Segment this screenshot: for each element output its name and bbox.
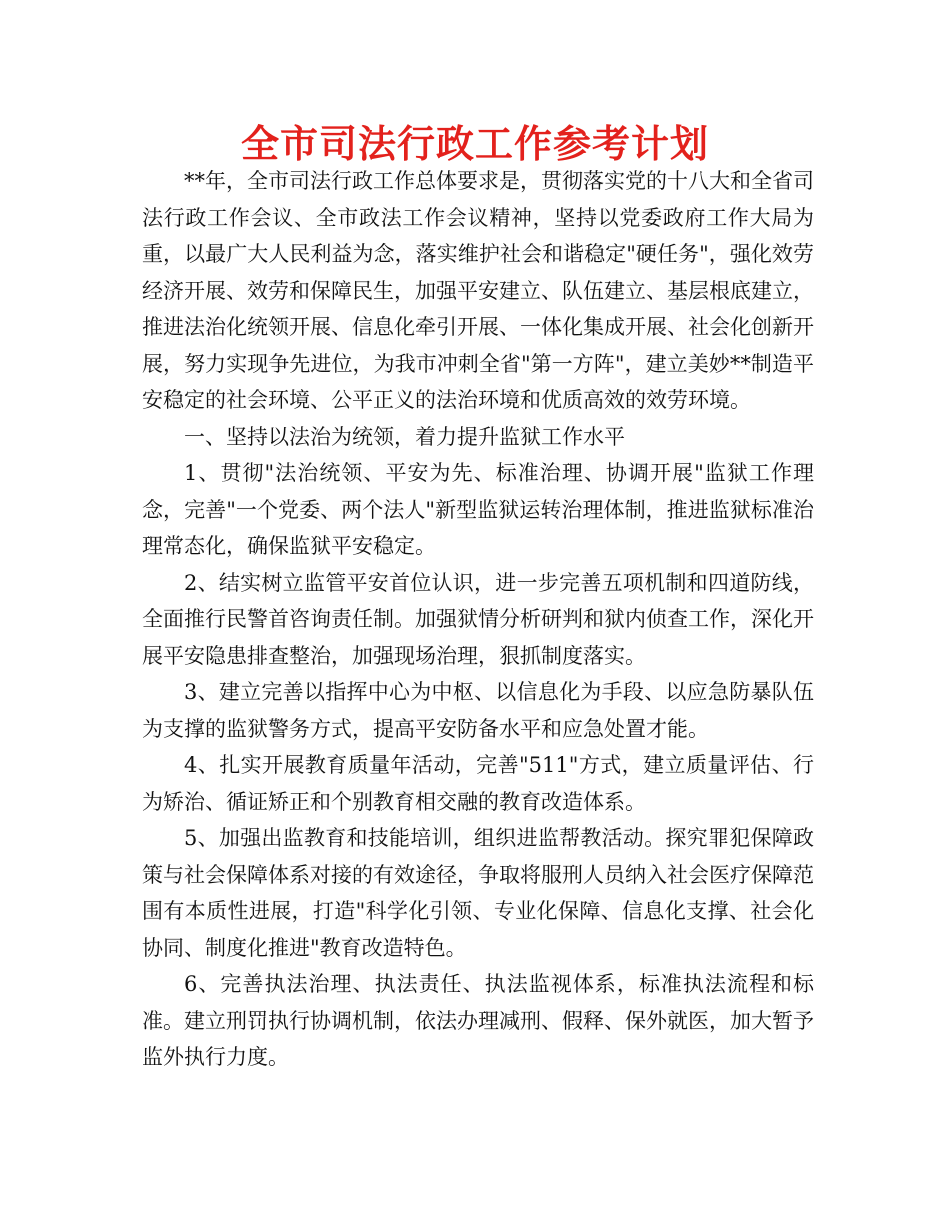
paragraph-item-2: 2、结实树立监管平安首位认识，进一步完善五项机制和四道防线，全面推行民警首咨询责任制。加强狱情分析研判和狱内侦查工作，深化开展平安隐患排查整治，加强现场治理，狠抓制度落实。 <box>142 570 814 668</box>
document-body <box>142 163 814 1076</box>
paragraph-item-1: 1、贯彻"法治统领、平安为先、标准治理、协调开展"监狱工作理念，完善"一个党委、两个法人"新型监狱运转治理体制，推进监狱标准治理常态化，确保监狱平安稳定。 <box>142 461 814 558</box>
paragraph-item-6: 6、完善执法治理、执法责任、执法监视体系，标准执法流程和标准。建立刑罚执行协调机制，依法办理减刑、假释、保外就医，加大暂予监外执行力度。 <box>142 972 814 1069</box>
paragraph-item-5: 5、加强出监教育和技能培训，组织进监帮教活动。探究罪犯保障政策与社会保障体系对接的有效途径，争取将服刑人员纳入社会医疗保障范围有本质性进展，打造"科学化引领、专业化保障、信息化支撑、社会化协同、制度化推进"教育改造特色。 <box>142 826 814 960</box>
paragraph-intro: **年，全市司法行政工作总体要求是，贯彻落实党的十八大和全省司法行政工作会议、全市政法工作会议精神，坚持以党委政府工作大局为重，以最广大人民利益为念，落实维护社会和谐稳定"硬任务"，强化效劳经济开展、效劳和保障民生，加强平安建立、队伍建立、基层根底建立，推进法治化统领开展、信息化牵引开展、一体化集成开展、社会化创新开展，努力实现争先进位，为我市冲刺全省"第一方阵"，建立美妙**制造平安稳定的社会环境、公平正义的法治环境和优质高效的效劳环境。 <box>142 169 814 412</box>
paragraph-item-4: 4、扎实开展教育质量年活动，完善"511"方式，建立质量评估、行为矫治、循证矫正和个别教育相交融的教育改造体系。 <box>142 753 814 814</box>
paragraph-item-3: 3、建立完善以指挥中心为中枢、以信息化为手段、以应急防暴队伍为支撑的监狱警务方式，提高平安防备水平和应急处置才能。 <box>142 680 814 741</box>
document-title: 全市司法行政工作参考计划 <box>240 121 709 166</box>
section-heading-1: 一、坚持以法治为统领，着力提升监狱工作水平 <box>184 424 625 449</box>
